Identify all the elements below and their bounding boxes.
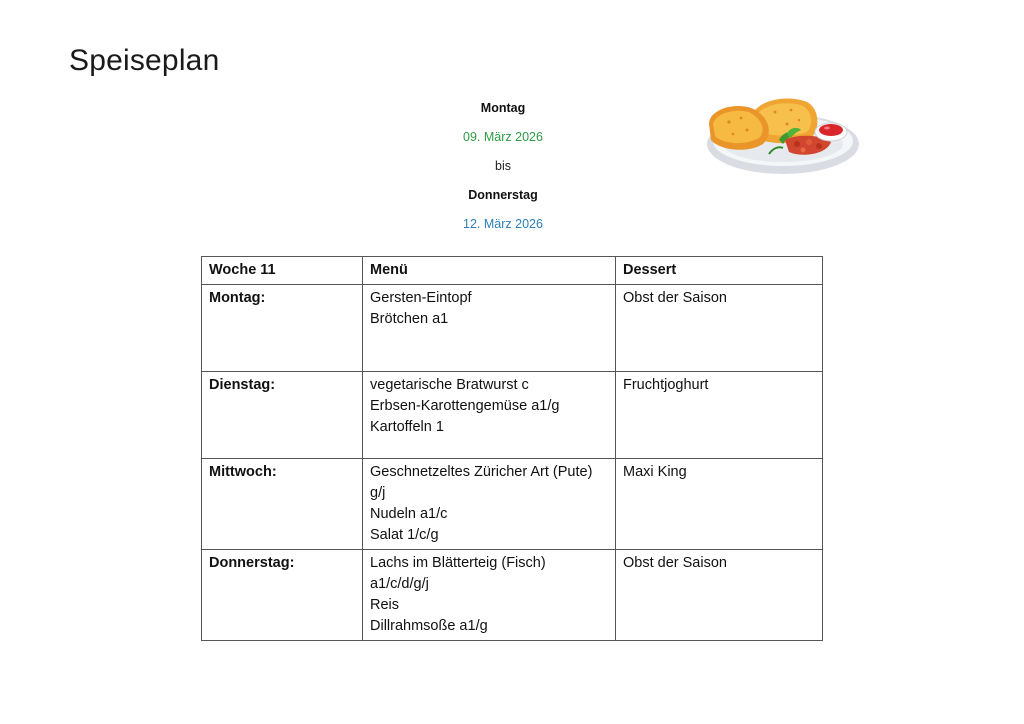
header-dessert: Dessert: [616, 257, 823, 285]
dessert-cell: Obst der Saison: [616, 285, 823, 372]
menu-cell: [363, 285, 616, 372]
menu-item: Brötchen a1: [370, 311, 449, 327]
menu-cell: [363, 372, 616, 459]
day-cell: Mittwoch:: [202, 459, 363, 550]
menu-item: Dillrahmsoße a1/g: [370, 618, 488, 634]
end-day: Donnerstag: [468, 188, 538, 202]
dessert-cell: Fruchtjoghurt: [616, 372, 823, 459]
food-plate-icon: [703, 88, 863, 184]
start-date: 09. März 2026: [463, 130, 543, 144]
menu-item: Reis: [370, 597, 400, 613]
menu-item: Salat 1/c/g: [370, 527, 439, 543]
day-cell: Dienstag:: [202, 372, 363, 459]
page-title: Speiseplan: [69, 44, 220, 77]
menu-item: Kartoffeln 1: [370, 419, 444, 435]
date-separator: bis: [495, 159, 511, 173]
table-header-row: [202, 257, 823, 285]
header-week: Woche 11: [202, 257, 363, 285]
menu-item: vegetarische Bratwurst c: [370, 377, 529, 393]
menu-cell: [363, 459, 616, 550]
day-cell: Donnerstag:: [202, 550, 363, 641]
dessert-cell: Obst der Saison: [616, 550, 823, 641]
table-row: [202, 550, 823, 641]
table-row: [202, 285, 823, 372]
menu-item: Geschnetzeltes Züricher Art (Pute): [370, 464, 593, 480]
menu-item: Gersten-Eintopf: [370, 290, 472, 306]
day-cell: Montag:: [202, 285, 363, 372]
menu-item: Lachs im Blätterteig (Fisch): [370, 555, 546, 571]
menu-item: g/j: [370, 485, 386, 501]
end-date: 12. März 2026: [463, 217, 543, 231]
menu-item: Nudeln a1/c: [370, 506, 448, 522]
start-day: Montag: [480, 101, 526, 115]
menu-item: Erbsen-Karottengemüse a1/g: [370, 398, 560, 414]
menu-table: [201, 256, 823, 641]
menu-item: a1/c/d/g/j: [370, 576, 429, 592]
date-range: [403, 98, 603, 243]
dessert-cell: Maxi King: [616, 459, 823, 550]
table-row: [202, 372, 823, 459]
header-menu: Menü: [363, 257, 616, 285]
menu-cell: [363, 550, 616, 641]
table-row: [202, 459, 823, 550]
